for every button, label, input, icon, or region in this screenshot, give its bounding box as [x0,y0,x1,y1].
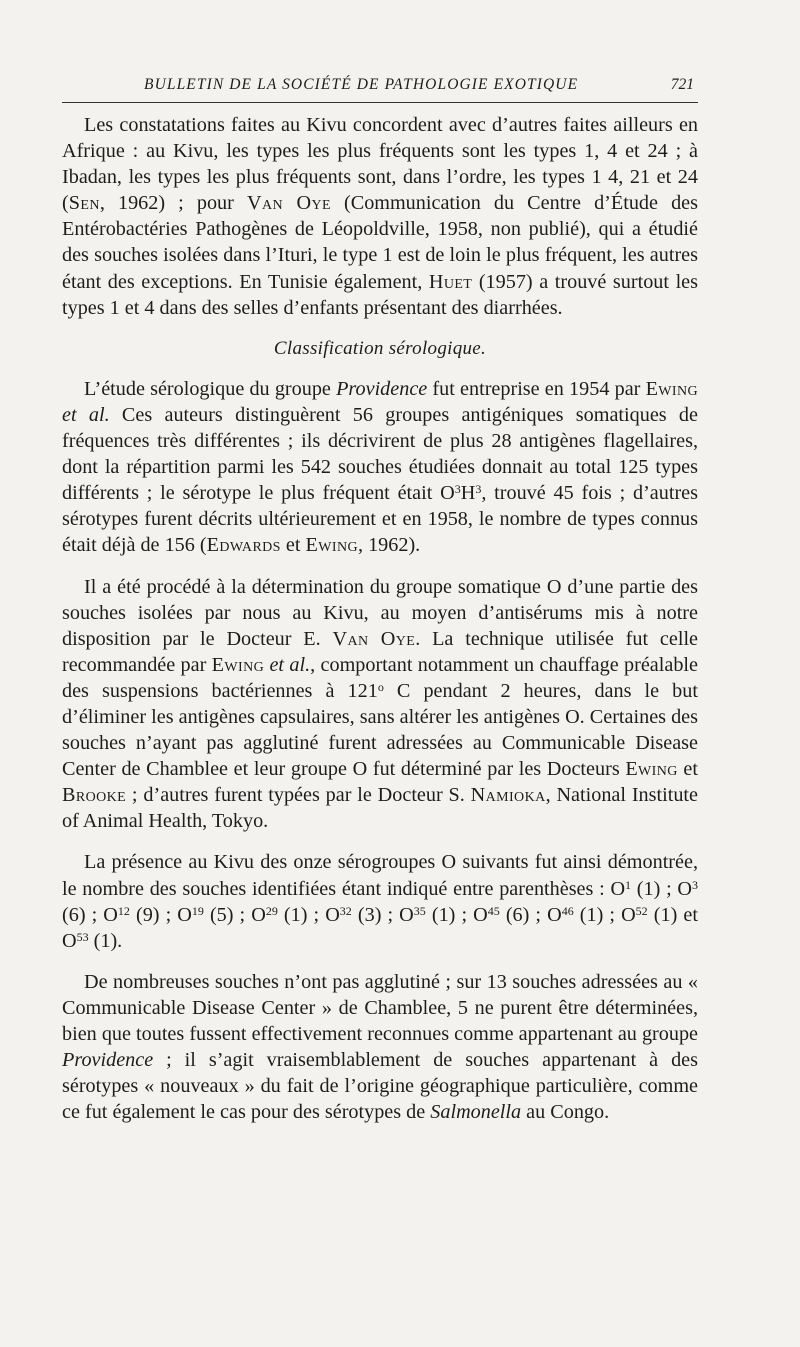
text-run: (1957) a trouvé surtout les types 1 et 4 dans des selles d’enfants présentant des diarrhées. [62,270,698,319]
serogroup-sup: 3 [692,877,698,892]
text-run: (1). [88,929,123,952]
serogroup-sup: 1 [625,877,632,892]
text-run: (Communication du Centre d’Étude des Entérobactéries Pathogènes de Léopoldville, 1958, non publié), qui a étudié des souches isolées dans l’Ituri, le type 1 est de loin le plus fréquent, les autres étant des exceptions. En Tunisie également, [62,192,698,293]
paragraph-4 [62,849,698,953]
author-name: Van Oye [246,192,331,215]
author-name: Sen [68,192,100,215]
paragraph-3 [62,574,698,835]
text-run: , 1962) ; pour [99,192,247,215]
text-run: (1) ; O [425,903,488,926]
serogroup-sup: 52 [635,903,648,918]
text-run: Les constatations faites au Kivu concordent avec d’autres faites ailleurs en Afrique : au Kivu, les types les plus fréquents sont les types 1, 4 et 24 ; à Ibadan, les types les plus fréquents sont, dans l’ordre, les types 1 4, 21 et 24 ( [62,114,698,215]
text-run: fut entreprise en 1954 par [427,377,646,400]
text-run: H [460,482,476,505]
text-run: Ces auteurs distinguèrent 56 groupes antigéniques somatiques de fréquences très différentes ; ils décrivirent de plus 28 antigènes flagellaires, dont la répartition parmi les 542 souches étudiées donnait au total 125 types différents ; le sérotype le plus fréquent était O [62,403,698,505]
text-run: , National Institute of Animal Health, Tokyo. [62,784,698,833]
text-run: (1) et O [62,903,698,952]
text-run: De nombreuses souches n’ont pas agglutiné ; sur 13 souches adressées au « Communicable Disease Center » de Chamblee, 5 ne purent être déterminées, bien que toutes fussent effectivement reconnues comme appartenant au groupe [62,970,698,1045]
text-run: Il a été procédé à la détermination du groupe somatique O d’une partie des souches isolées par nous au Kivu, au moyen d’antisérums mis à notre disposition par le Docteur E. [62,575,698,650]
text-run: ; d’autres furent typées par le Docteur S. [126,784,471,807]
serogroup-sup: 53 [76,929,89,944]
text-run: (6) ; O [499,903,562,926]
text-run: (1) ; O [631,877,692,900]
author-name: Huet [428,270,473,293]
author-name: Edwards [206,534,281,557]
degree-superscript: o [377,679,384,694]
text-run: au Congo. [521,1101,610,1124]
text-run: et [677,758,698,781]
text-run: (3) ; O [351,903,414,926]
superscript: 3 [475,482,482,497]
serogroup-sup: 45 [487,903,500,918]
et-al: et al. [269,653,311,676]
text-run: , trouvé 45 fois ; d’autres sérotypes furent décrits ultérieurement et en 1958, le nombre de types connus était déjà de 156 ( [62,482,698,557]
text-run: , 1962). [357,534,421,557]
author-name: Ewing [645,377,698,400]
text-run: et [280,534,306,557]
et-al: et al. [62,403,110,426]
text-run: , comportant notamment un chauffage préalable des suspensions bactériennes à 121 [62,653,698,702]
paragraph-1 [62,112,698,321]
author-name: Ewing [305,534,358,557]
running-head: BULLETIN DE LA SOCIÉTÉ DE PATHOLOGIE EXOTIQUE [144,76,579,93]
text-run: L’étude sérologique du groupe [84,377,337,400]
serogroup-sup: 46 [561,903,574,918]
text-run: . La technique utilisée fut celle recommandée par [62,627,699,676]
author-name: Brooke [62,784,127,807]
text-run: La présence au Kivu des onze sérogroupes O suivants fut ainsi démontrée, le nombre des souches identifiées étant indiqué entre parenthèses : O [62,851,698,900]
text-run: (6) ; O [62,903,118,926]
author-name: Van Oye [332,627,416,650]
text-run: (9) ; O [129,903,192,926]
text-run: (1) ; O [277,903,340,926]
text-run: (5) ; O [203,903,266,926]
page-number: 721 [670,76,694,93]
text-run: (1) ; O [573,903,636,926]
section-title: Classification sérologique. [273,337,487,359]
paragraph-5 [62,969,698,1126]
text-run: ; il s’agit vraisemblablement de souches appartenant à des sérotypes « nouveaux » du fait de l’origine géographique particulière, comme ce fut également le cas pour des sérotypes de [62,1049,698,1124]
genus-name: Providence [62,1049,154,1072]
superscript: 3 [454,482,461,497]
author-name: Namioka [470,784,546,807]
page-header [62,74,698,103]
author-name: Ewing [211,653,265,676]
serogroup-sup: 12 [117,903,130,918]
genus-name: Providence [336,377,428,400]
serogroup-sup: 29 [265,903,278,918]
genus-name: Salmonella [430,1101,522,1124]
body-text [62,112,698,1140]
author-name: Ewing [625,758,678,781]
paragraph-2 [62,376,698,559]
serogroup-sup: 32 [339,903,352,918]
serogroup-sup: 35 [413,903,426,918]
text-run: C pendant 2 heures, dans le but d’éliminer les antigènes capsulaires, sans altérer les antigènes O. Certaines des souches n’ayant pas agglutiné furent adressées au Communicable Disease Center de Chamblee et leur groupe O fut déterminé par les Docteurs [62,679,698,781]
serogroup-sup: 19 [191,903,204,918]
